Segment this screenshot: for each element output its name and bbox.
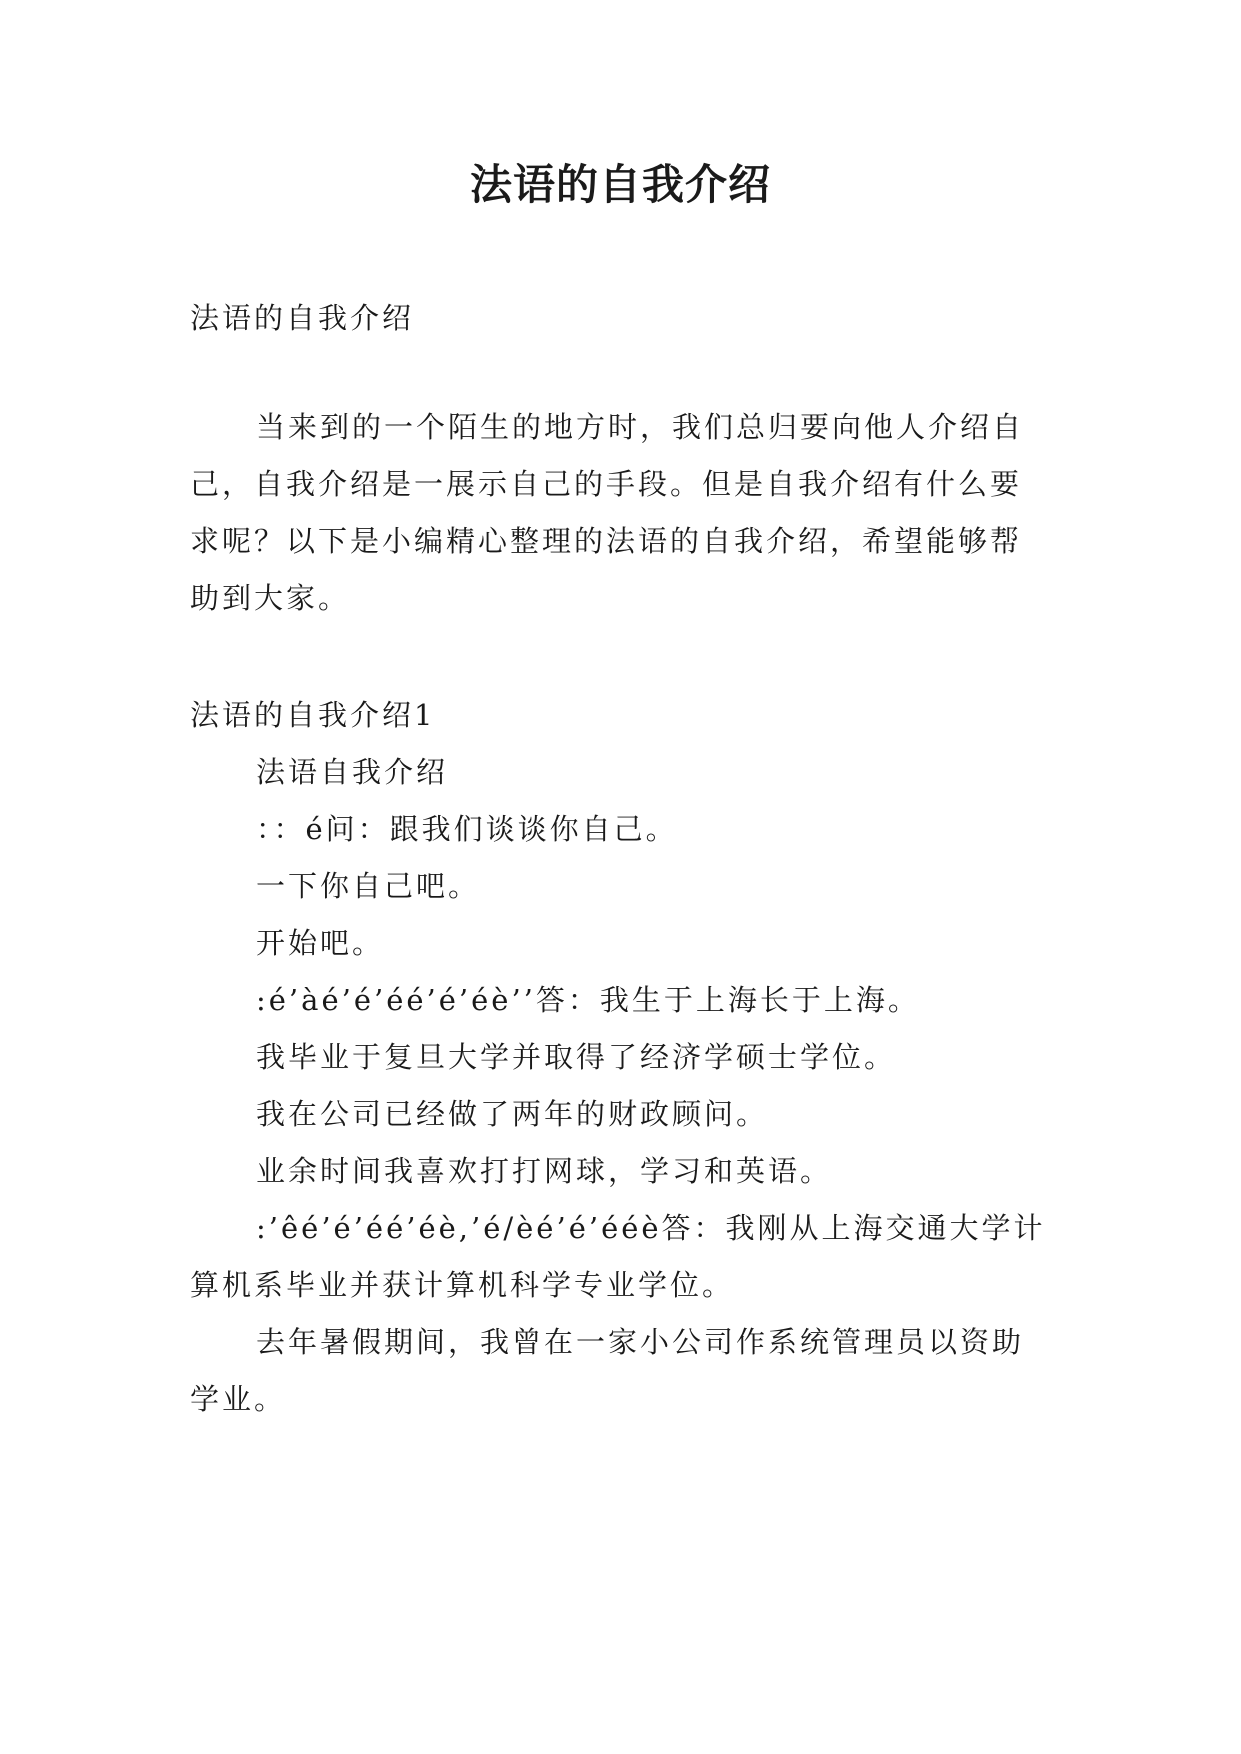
intro-paragraph: 当来到的一个陌生的地方时，我们总归要向他人介绍自己，自我介绍是一展示自己的手段。但是自我介绍有什么要求呢？以下是小编精心整理的法语的自我介绍，希望能够帮助到大家。 [190, 410, 1025, 615]
paragraph: :’êé’é’éé’éè,’é/èé’é’ééè答：我刚从上海交通大学计算机系毕业并获计算机科学专业学位。 [190, 1211, 1046, 1302]
paragraph: 一下你自己吧。 [256, 869, 481, 903]
paragraph: 我毕业于复旦大学并取得了经济学硕士学位。 [256, 1040, 897, 1074]
section-heading: 法语的自我介绍1 [190, 698, 436, 732]
paragraph: 我在公司已经做了两年的财政顾问。 [256, 1097, 769, 1131]
paragraph: 法语自我介绍 [256, 755, 449, 789]
paragraph: 业余时间我喜欢打打网球，学习和英语。 [256, 1154, 833, 1188]
document-subtitle: 法语的自我介绍 [190, 301, 415, 335]
paragraph: 开始吧。 [256, 926, 385, 960]
paragraph: 去年暑假期间，我曾在一家小公司作系统管理员以资助学业。 [190, 1325, 1025, 1416]
paragraph: :é’àé’é’éé’é’éè’’答：我生于上海长于上海。 [256, 983, 920, 1017]
paragraph: ：：é问：跟我们谈谈你自己。 [256, 812, 678, 846]
document-body [190, 290, 1052, 1428]
document-title: 法语的自我介绍 [469, 160, 771, 209]
